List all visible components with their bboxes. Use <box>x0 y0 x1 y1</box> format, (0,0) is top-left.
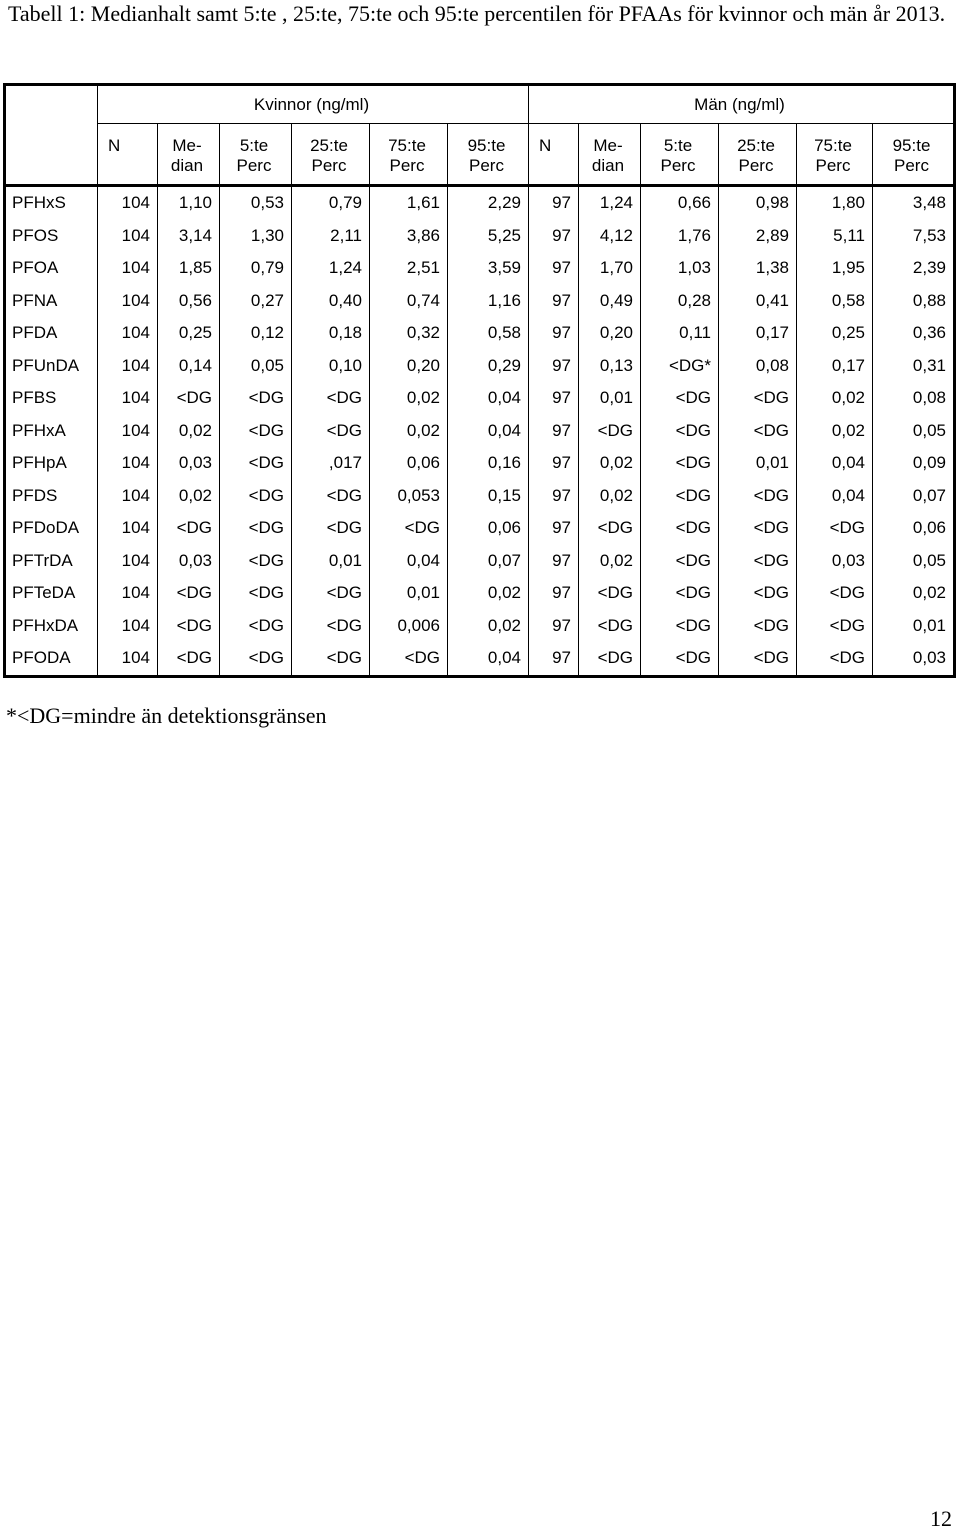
table-cell: 0,14 <box>158 350 220 383</box>
compound-name: PFODA <box>5 642 98 676</box>
table-cell: 0,06 <box>873 512 955 545</box>
compound-name: PFHpA <box>5 447 98 480</box>
table-cell: <DG <box>641 447 719 480</box>
table-cell: 5,11 <box>797 220 873 253</box>
column-header: 75:te <box>370 124 448 157</box>
table-cell: 0,32 <box>370 317 448 350</box>
table-cell: 97 <box>529 480 579 513</box>
column-header: Me- <box>579 124 641 157</box>
table-cell: 2,29 <box>448 186 529 220</box>
table-row <box>5 317 955 350</box>
table-cell: 0,53 <box>220 186 292 220</box>
table-cell: <DG <box>719 480 797 513</box>
table-cell: <DG <box>220 610 292 643</box>
column-subheader <box>529 156 579 186</box>
table-cell: 104 <box>98 577 158 610</box>
table-cell: <DG <box>797 610 873 643</box>
table-cell: 0,09 <box>873 447 955 480</box>
table-cell: 0,02 <box>370 382 448 415</box>
compound-name: PFOS <box>5 220 98 253</box>
table-cell: <DG <box>579 577 641 610</box>
footnote: *<DG=mindre än detektionsgränsen <box>6 703 327 728</box>
table-cell: 97 <box>529 512 579 545</box>
compound-name: PFOA <box>5 252 98 285</box>
column-header-row <box>5 124 955 157</box>
table-cell: 97 <box>529 350 579 383</box>
table-cell: 7,53 <box>873 220 955 253</box>
column-subheader: Perc <box>220 156 292 186</box>
compound-name: PFDA <box>5 317 98 350</box>
compound-name: PFBS <box>5 382 98 415</box>
table-cell: 0,03 <box>873 642 955 676</box>
table-cell: <DG <box>719 610 797 643</box>
column-header: 5:te <box>220 124 292 157</box>
table-cell: 0,13 <box>579 350 641 383</box>
table-cell: 2,39 <box>873 252 955 285</box>
table-cell: 2,51 <box>370 252 448 285</box>
table-cell: 0,40 <box>292 285 370 318</box>
table-cell: 0,11 <box>641 317 719 350</box>
table-cell: 0,31 <box>873 350 955 383</box>
table-cell: 0,79 <box>220 252 292 285</box>
corner-cell <box>5 85 98 124</box>
table-cell: 0,25 <box>158 317 220 350</box>
table-row <box>5 447 955 480</box>
table-cell: 3,14 <box>158 220 220 253</box>
table-cell: 97 <box>529 577 579 610</box>
table-cell: 0,02 <box>873 577 955 610</box>
table-cell: 97 <box>529 447 579 480</box>
table-cell: 97 <box>529 642 579 676</box>
table-cell: 0,01 <box>370 577 448 610</box>
pfaa-percentile-table <box>3 83 956 678</box>
table-cell: <DG <box>719 382 797 415</box>
table-cell: <DG <box>719 415 797 448</box>
table-cell: 0,02 <box>448 577 529 610</box>
table-caption: Tabell 1: Medianhalt samt 5:te , 25:te, 75:te och 95:te percentilen för PFAAs för kvinnor och män år 2013. <box>8 1 946 26</box>
table-cell: 104 <box>98 285 158 318</box>
table-cell: 104 <box>98 610 158 643</box>
table-cell: 104 <box>98 382 158 415</box>
table-cell: 97 <box>529 285 579 318</box>
table-cell: 1,16 <box>448 285 529 318</box>
table-cell: 0,10 <box>292 350 370 383</box>
table-cell: <DG <box>220 512 292 545</box>
column-subheader: Perc <box>797 156 873 186</box>
table-cell: 0,04 <box>797 447 873 480</box>
compound-name: PFHxDA <box>5 610 98 643</box>
column-subheader: Perc <box>873 156 955 186</box>
table-cell: <DG <box>158 577 220 610</box>
table-row <box>5 642 955 676</box>
table-cell: <DG <box>719 545 797 578</box>
compound-name: PFNA <box>5 285 98 318</box>
table-cell: 0,07 <box>448 545 529 578</box>
table-cell: 0,16 <box>448 447 529 480</box>
table-cell: 0,02 <box>579 545 641 578</box>
table-cell: <DG <box>220 447 292 480</box>
table-cell: 0,08 <box>719 350 797 383</box>
table-cell: 0,28 <box>641 285 719 318</box>
table-cell: <DG <box>292 415 370 448</box>
table-cell: 0,04 <box>448 415 529 448</box>
table-cell: 0,02 <box>370 415 448 448</box>
table-cell: 97 <box>529 252 579 285</box>
column-header: 5:te <box>641 124 719 157</box>
table-row <box>5 577 955 610</box>
table-cell: 0,17 <box>719 317 797 350</box>
table-cell: 1,85 <box>158 252 220 285</box>
table-cell: <DG <box>641 480 719 513</box>
table-cell: <DG <box>579 512 641 545</box>
compound-name: PFDoDA <box>5 512 98 545</box>
table-cell: 3,59 <box>448 252 529 285</box>
table-cell: 0,07 <box>873 480 955 513</box>
table-row <box>5 350 955 383</box>
column-header: 25:te <box>719 124 797 157</box>
table-cell: <DG <box>641 577 719 610</box>
column-subheader: Perc <box>719 156 797 186</box>
table-cell: 0,36 <box>873 317 955 350</box>
table-cell: 1,24 <box>579 186 641 220</box>
table-cell: 104 <box>98 317 158 350</box>
compound-name: PFTeDA <box>5 577 98 610</box>
table-cell: 0,02 <box>448 610 529 643</box>
men-group-header: Män (ng/ml) <box>529 85 955 124</box>
column-subheader: Perc <box>641 156 719 186</box>
table-cell: 0,41 <box>719 285 797 318</box>
table-cell: 0,006 <box>370 610 448 643</box>
table-cell: 104 <box>98 415 158 448</box>
table-cell: 0,15 <box>448 480 529 513</box>
table-cell: <DG <box>797 642 873 676</box>
header-blank <box>5 156 98 186</box>
table-cell: <DG <box>719 642 797 676</box>
table-cell: <DG <box>292 577 370 610</box>
table-cell: 0,05 <box>220 350 292 383</box>
table-cell: 0,03 <box>158 447 220 480</box>
table-cell: 104 <box>98 350 158 383</box>
column-header: 95:te <box>448 124 529 157</box>
table-cell: 0,25 <box>797 317 873 350</box>
table-cell: 0,02 <box>579 480 641 513</box>
table-cell: 0,02 <box>158 415 220 448</box>
table-cell: 0,01 <box>292 545 370 578</box>
table-cell: <DG <box>158 512 220 545</box>
table-cell: <DG <box>220 577 292 610</box>
table-cell: <DG* <box>641 350 719 383</box>
table-cell: 0,20 <box>579 317 641 350</box>
table-cell: 1,03 <box>641 252 719 285</box>
table-cell: 3,48 <box>873 186 955 220</box>
table-cell: 2,11 <box>292 220 370 253</box>
table-cell: <DG <box>641 415 719 448</box>
table-cell: 0,06 <box>370 447 448 480</box>
table-cell: <DG <box>579 642 641 676</box>
table-row <box>5 610 955 643</box>
table-cell: 0,20 <box>370 350 448 383</box>
column-header: N <box>529 124 579 157</box>
table-row <box>5 545 955 578</box>
column-subheader: Perc <box>370 156 448 186</box>
table-cell: <DG <box>641 545 719 578</box>
table-cell: <DG <box>158 642 220 676</box>
table-cell: 0,49 <box>579 285 641 318</box>
table-cell: <DG <box>641 382 719 415</box>
table-row <box>5 285 955 318</box>
table-cell: 0,02 <box>579 447 641 480</box>
column-subheader-row <box>5 156 955 186</box>
table-cell: 0,05 <box>873 545 955 578</box>
table-cell: <DG <box>579 415 641 448</box>
table-cell: 0,01 <box>719 447 797 480</box>
column-header: N <box>98 124 158 157</box>
table-cell: 0,58 <box>797 285 873 318</box>
table-cell: 97 <box>529 220 579 253</box>
table-body <box>5 186 955 677</box>
table-cell: 97 <box>529 610 579 643</box>
table-cell: 1,95 <box>797 252 873 285</box>
table-cell: 104 <box>98 545 158 578</box>
compound-name: PFHxA <box>5 415 98 448</box>
table-cell: 0,01 <box>873 610 955 643</box>
table-cell: <DG <box>292 480 370 513</box>
table-cell: 104 <box>98 186 158 220</box>
table-cell: 0,74 <box>370 285 448 318</box>
table-cell: <DG <box>797 512 873 545</box>
table-cell: 104 <box>98 447 158 480</box>
table-cell: 3,86 <box>370 220 448 253</box>
table-cell: 97 <box>529 186 579 220</box>
table-cell: 0,02 <box>797 415 873 448</box>
table-cell: 5,25 <box>448 220 529 253</box>
table-cell: <DG <box>292 382 370 415</box>
table-cell: <DG <box>719 512 797 545</box>
table-cell: <DG <box>220 415 292 448</box>
table-cell: <DG <box>292 610 370 643</box>
table-cell: 97 <box>529 545 579 578</box>
column-header: 95:te <box>873 124 955 157</box>
column-subheader: dian <box>158 156 220 186</box>
table-cell: 0,66 <box>641 186 719 220</box>
header-blank <box>5 124 98 157</box>
table-cell: 0,04 <box>448 642 529 676</box>
compound-name: PFUnDA <box>5 350 98 383</box>
table-cell: 104 <box>98 512 158 545</box>
table-cell: 1,70 <box>579 252 641 285</box>
table-cell: 0,56 <box>158 285 220 318</box>
table-cell: 97 <box>529 317 579 350</box>
table-cell: <DG <box>292 642 370 676</box>
table-cell: 0,98 <box>719 186 797 220</box>
table-cell: ,017 <box>292 447 370 480</box>
table-cell: 0,58 <box>448 317 529 350</box>
table-cell: 0,88 <box>873 285 955 318</box>
table-cell: 0,02 <box>158 480 220 513</box>
table-row <box>5 480 955 513</box>
table-cell: <DG <box>220 382 292 415</box>
table-cell: 1,38 <box>719 252 797 285</box>
table-cell: <DG <box>370 642 448 676</box>
table-cell: 0,18 <box>292 317 370 350</box>
table-cell: 1,76 <box>641 220 719 253</box>
compound-name: PFHxS <box>5 186 98 220</box>
table-cell: 0,03 <box>797 545 873 578</box>
table-cell: 0,79 <box>292 186 370 220</box>
table-cell: 104 <box>98 480 158 513</box>
table-cell: <DG <box>719 577 797 610</box>
table-cell: 104 <box>98 252 158 285</box>
table-cell: 104 <box>98 220 158 253</box>
table-cell: <DG <box>220 545 292 578</box>
women-group-header: Kvinnor (ng/ml) <box>98 85 529 124</box>
column-header: 75:te <box>797 124 873 157</box>
column-subheader: dian <box>579 156 641 186</box>
table-cell: <DG <box>370 512 448 545</box>
table-cell: 0,01 <box>579 382 641 415</box>
compound-name: PFTrDA <box>5 545 98 578</box>
table-cell: <DG <box>641 512 719 545</box>
table-cell: 0,02 <box>797 382 873 415</box>
page-number: 12 <box>930 1506 952 1531</box>
table-cell: <DG <box>579 610 641 643</box>
table-cell: <DG <box>220 642 292 676</box>
column-header: Me- <box>158 124 220 157</box>
table-cell: <DG <box>158 610 220 643</box>
table-cell: 4,12 <box>579 220 641 253</box>
table-cell: 0,04 <box>370 545 448 578</box>
table-row <box>5 512 955 545</box>
table-cell: 0,03 <box>158 545 220 578</box>
table-cell: <DG <box>220 480 292 513</box>
table-cell: 0,053 <box>370 480 448 513</box>
table-cell: 0,06 <box>448 512 529 545</box>
table-cell: 0,04 <box>448 382 529 415</box>
table-cell: 104 <box>98 642 158 676</box>
column-subheader: Perc <box>448 156 529 186</box>
table-cell: <DG <box>641 610 719 643</box>
table-cell: 0,17 <box>797 350 873 383</box>
table-cell: 0,05 <box>873 415 955 448</box>
table-cell: 0,12 <box>220 317 292 350</box>
table-cell: <DG <box>158 382 220 415</box>
table-cell: 1,30 <box>220 220 292 253</box>
table-cell: 97 <box>529 382 579 415</box>
table-cell: 1,24 <box>292 252 370 285</box>
table-cell: 1,10 <box>158 186 220 220</box>
table-row <box>5 415 955 448</box>
table-cell: <DG <box>641 642 719 676</box>
table-cell: 97 <box>529 415 579 448</box>
table-cell: 1,80 <box>797 186 873 220</box>
table-cell: 2,89 <box>719 220 797 253</box>
table-cell: <DG <box>797 577 873 610</box>
table-cell: 0,08 <box>873 382 955 415</box>
table-row <box>5 220 955 253</box>
column-subheader: Perc <box>292 156 370 186</box>
column-subheader <box>98 156 158 186</box>
compound-name: PFDS <box>5 480 98 513</box>
table-cell: 1,61 <box>370 186 448 220</box>
table-cell: 0,27 <box>220 285 292 318</box>
table-cell: 0,29 <box>448 350 529 383</box>
table-row <box>5 252 955 285</box>
table-row <box>5 186 955 220</box>
group-header-row <box>5 85 955 124</box>
table-row <box>5 382 955 415</box>
column-header: 25:te <box>292 124 370 157</box>
table-cell: <DG <box>292 512 370 545</box>
table-cell: 0,04 <box>797 480 873 513</box>
